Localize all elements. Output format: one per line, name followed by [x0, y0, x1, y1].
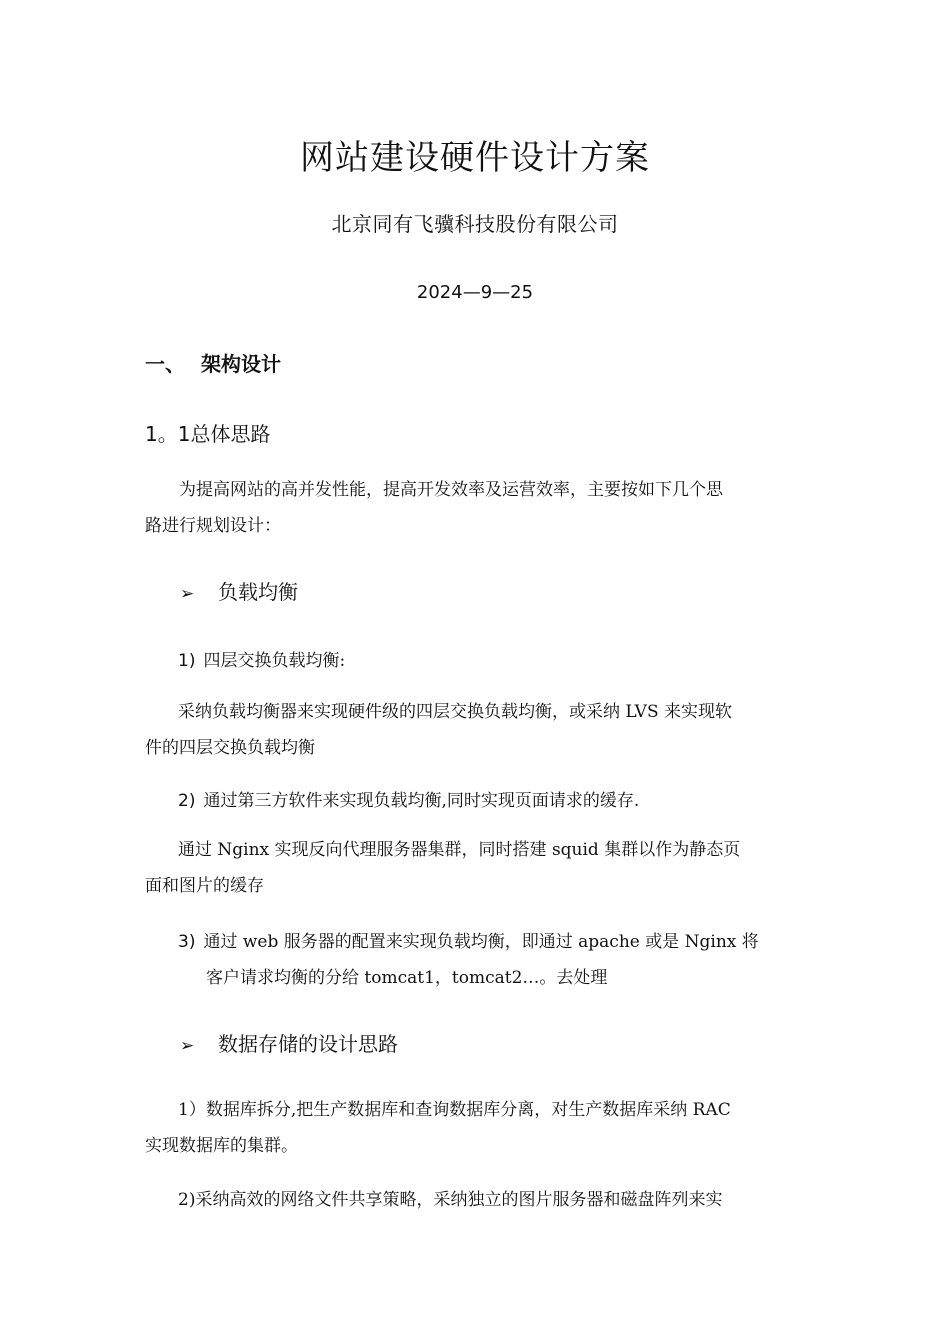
bullet-label: 负载均衡: [218, 580, 298, 604]
list-number: 3): [178, 932, 196, 952]
intro-paragraph: [145, 472, 810, 544]
list-number: 1): [178, 651, 196, 671]
list-text: 四层交换负载均衡:: [203, 651, 346, 671]
document-title: 网站建设硬件设计方案: [300, 138, 650, 178]
section-title: 架构设计: [201, 352, 281, 376]
intro-line-2: 路进行规划设计：: [145, 516, 281, 536]
intro-line-1: 为提高网站的高并发性能，提高开发效率及运营效率，主要按如下几个思: [179, 480, 723, 500]
list-item-3: [178, 924, 810, 996]
bullet-data-storage: [180, 1028, 398, 1057]
list-item-1: [178, 646, 345, 671]
arrow-bullet-icon: ➢: [180, 584, 195, 604]
section-heading-architecture: [145, 348, 281, 377]
list-text-line-1: 通过 web 服务器的配置来实现负载均衡，即通过 apache 或是 Nginx 将: [203, 932, 759, 952]
lvs-line-2: 件的四层交换负载均衡: [145, 738, 315, 758]
company-name: 北京同有飞骥科技股份有限公司: [331, 212, 619, 236]
lvs-paragraph: [145, 694, 810, 766]
db1-line-1: 1）数据库拆分,把生产数据库和查询数据库分离，对生产数据库采纳 RAC: [178, 1100, 731, 1120]
list-number: 2): [178, 791, 196, 811]
arrow-bullet-icon: ➢: [180, 1036, 195, 1056]
bullet-load-balancing: [180, 576, 298, 605]
lvs-line-1: 采纳负载均衡器来实现硬件级的四层交换负载均衡，或采纳 LVS 来实现软: [178, 702, 733, 722]
list-text: 通过第三方软件来实现负载均衡,同时实现页面请求的缓存.: [203, 791, 640, 811]
db1-line-2: 实现数据库的集群。: [145, 1136, 298, 1156]
list-text-line-2: 客户请求均衡的分给 tomcat1，tomcat2…。去处理: [206, 968, 608, 988]
section-number: 一、: [145, 352, 185, 376]
document-date: 2024—9—25: [416, 282, 534, 303]
nginx-paragraph: [145, 832, 810, 904]
bullet-label: 数据存储的设计思路: [218, 1032, 398, 1056]
list-item-2: [178, 786, 639, 811]
nginx-line-2: 面和图片的缓存: [145, 876, 264, 896]
nginx-line-1: 通过 Nginx 实现反向代理服务器集群，同时搭建 squid 集群以作为静态页: [178, 840, 741, 860]
database-split-paragraph: [145, 1092, 810, 1164]
file-sharing-paragraph: 2)采纳高效的网络文件共享策略，采纳独立的图片服务器和磁盘阵列来实: [178, 1190, 723, 1210]
subsection-heading: 1。1总体思路: [145, 422, 271, 446]
